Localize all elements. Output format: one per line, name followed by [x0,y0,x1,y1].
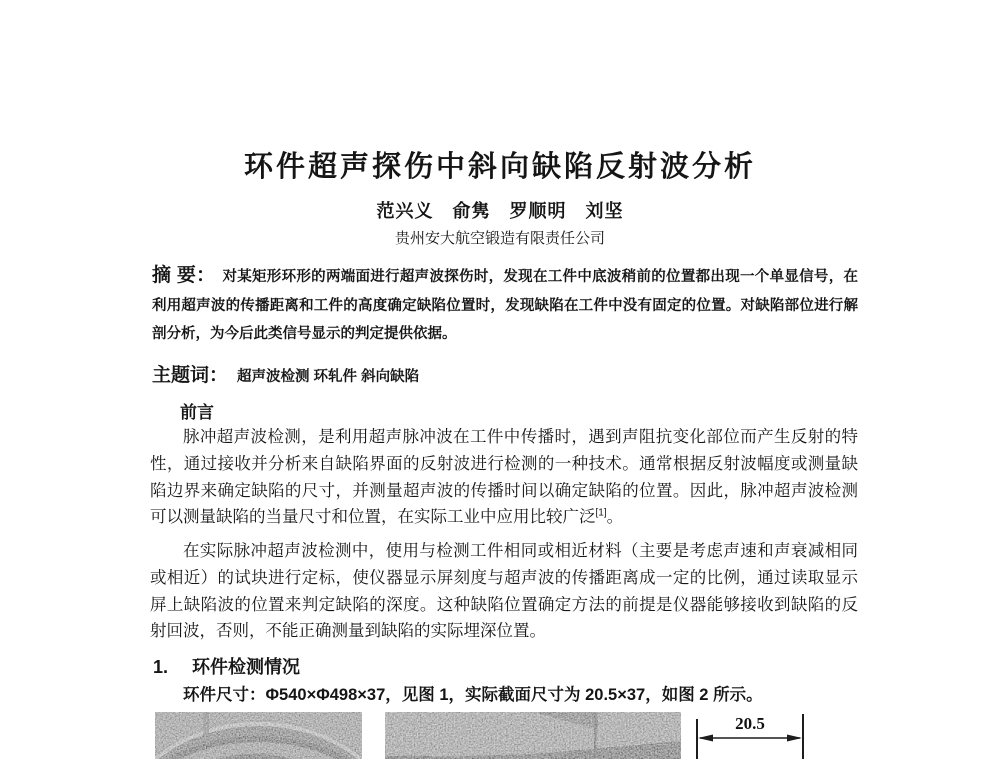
intro-paragraph-1-period: 。 [606,508,624,527]
ring-workpiece-photo [155,712,362,759]
section-1-number: 1. [153,657,169,677]
dimension-drawing [690,712,815,759]
abstract-text: 对某矩形环形的两端面进行超声波探伤时，发现在工件中底波稍前的位置都出现一个单显信号，在利用超声波的传播距离和工件的高度确定缺陷位置时，发现缺陷在工件中没有固定的位置。对缺陷部位进行解剖分析，为今后此类信号显示的判定提供依据。 [152,269,859,342]
figure-strip [0,712,1000,759]
dimension-right-arrowhead [787,735,802,742]
keywords-text: 超声波检测 环轧件 斜向缺陷 [237,369,420,385]
keywords-label: 主题词： [152,365,229,386]
abstract-paragraph [152,262,858,349]
intro-paragraph-2: 在实际脉冲超声波检测中，使用与检测工件相同或相近材料（主要是考虑声速和声衰减相同或相近）的试块进行定标，使仪器显示屏刻度与超声波的传播距离成一定的比例，通过读取显示屏上缺陷波的位置来判定缺陷的深度。这种缺陷位置确定方法的前提是仪器能够接收到缺陷的反射回波，否则，不能正确测量到缺陷的实际埋深位置。 [150,542,858,641]
intro-paragraph-1-text: 脉冲超声波检测，是利用超声脉冲波在工件中传播时，遇到声阻抗变化部位而产生反射的特性，通过接收并分析来自缺陷界面的反射波进行检测的一种技术。通常根据反射波幅度或测量缺陷边界来确定缺陷的尺寸，并测量超声波的传播时间以确定缺陷的位置。因此，脉冲超声波检测可以测量缺陷的当量尺寸和位置，在实际工业中应用比较广泛 [150,428,858,527]
keywords-line [152,360,858,387]
abstract-label: 摘 要： [152,265,216,286]
authors-line: 范兴义 俞隽 罗顺明 刘坚 [376,201,624,221]
section-1-title: 环件检测情况 [192,657,301,677]
preface-heading: 前言 [180,403,214,422]
affiliation-line: 贵州安大航空锻造有限责任公司 [394,230,605,247]
page-title: 环件超声探伤中斜向缺陷反射波分析 [243,151,756,183]
intro-paragraph-1 [150,424,858,531]
ring-dimensions-line: 环件尺寸：Φ540×Φ498×37，见图 1，实际截面尺寸为 20.5×37，如图 2 所示。 [183,686,763,704]
section-1-heading [153,653,300,679]
dimension-label: 20.5 [735,714,765,733]
reference-marker: [1] [595,507,607,519]
dimension-left-arrowhead [698,735,713,742]
cross-section-photo [385,712,681,759]
